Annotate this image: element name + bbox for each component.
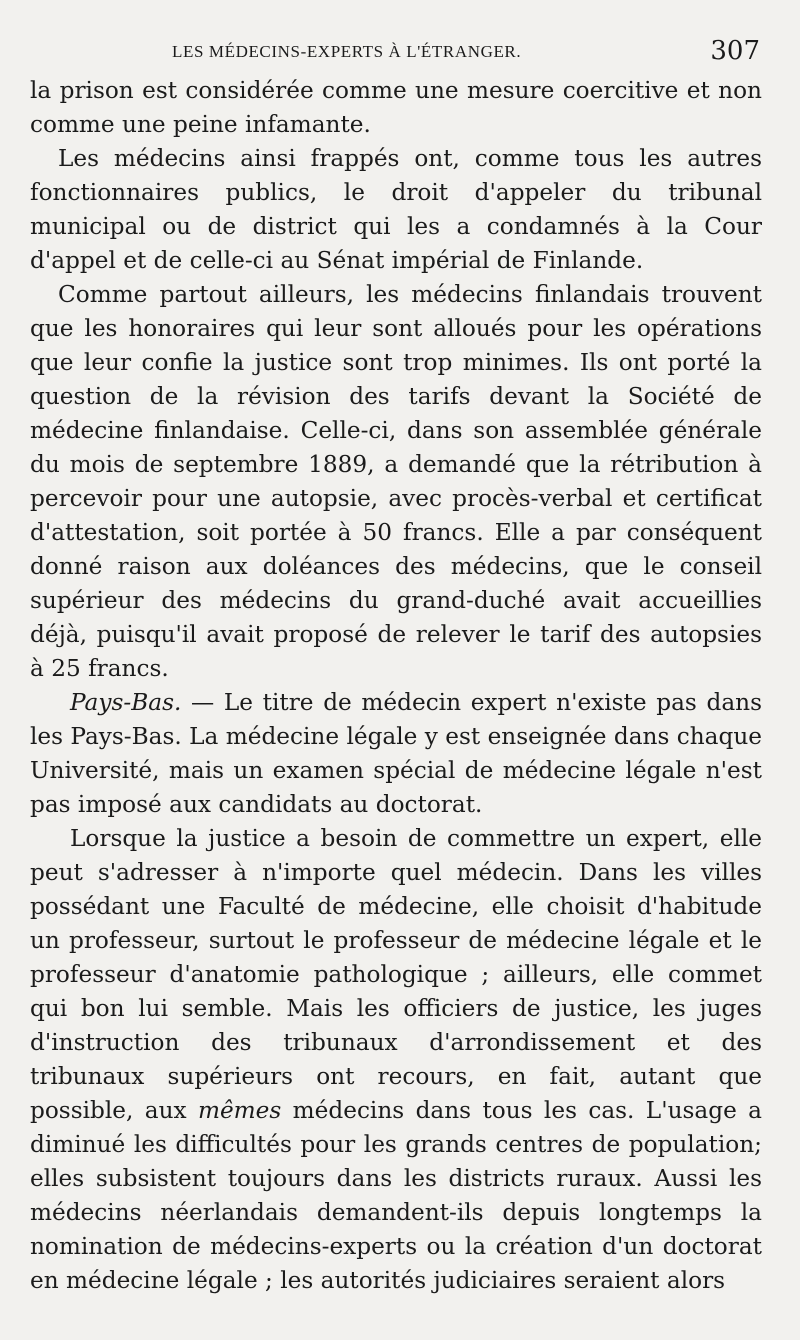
paragraph-4-text: — Le titre de médecin expert n'existe pas dans les Pays-Bas. La médecine légale y est enseignée dans chaque Université, mais un examen spécial de médecine légale n'est pas imposé aux candidats au doctorat. xyxy=(30,689,762,818)
section-title-pays-bas: Pays-Bas. xyxy=(70,689,182,716)
paragraph-5-text-before: Lorsque la justice a besoin de commettre un expert, elle peut s'adresser à n'importe quel médecin. Dans les villes possédant une Faculté de médecine, elle choisit d'habitude un professeur, surtout le professeur de médecine légale et le professeur d'anatomie pathologique ; ailleurs, elle commet qui bon lui semble. Mais les officiers de justice, les juges d'instruction des tribunaux d'arrondissement et des tribunaux supérieurs ont recours, en fait, autant que possible, aux xyxy=(30,825,762,1124)
paragraph-2: Les médecins ainsi frappés ont, comme tous les autres fonctionnaires publics, le droit d'appeler du tribunal municipal ou de district qui les a condamnés à la Cour d'appel et de celle-ci au Sénat impérial de Finlande. xyxy=(30,145,762,274)
paragraph-5-text-after: médecins dans tous les cas. L'usage a diminué les difficultés pour les grands centres de population; elles subsistent toujours dans les districts ruraux. Aussi les médecins néerlandais demandent-ils depuis longtemps la nomination de médecins-experts ou la création d'un doctorat en médecine légale ; les autorités judiciaires seraient alors xyxy=(30,1097,762,1294)
paragraph-4 xyxy=(30,686,762,822)
body-text xyxy=(30,74,762,1298)
page-header xyxy=(30,34,762,74)
paragraph-3: Comme partout ailleurs, les médecins finlandais trouvent que les honoraires qui leur sont alloués pour les opérations que leur confie la justice sont trop minimes. Ils ont porté la question de la révision des tarifs devant la Société de médecine finlandaise. Celle-ci, dans son assemblée générale du mois de septembre 1889, a demandé que la rétribution à percevoir pour une autopsie, avec procès-verbal et certificat d'attestation, soit portée à 50 francs. Elle a par conséquent donné raison aux doléances des médecins, que le conseil supérieur des médecins du grand-duché avait accueillies déjà, puisqu'il avait proposé de relever le tarif des autopsies à 25 francs. xyxy=(30,281,762,682)
page-number: 307 xyxy=(710,36,760,66)
paragraph-5-italic-word: mêmes xyxy=(197,1097,282,1124)
paragraph-5 xyxy=(30,822,762,1298)
running-head: LES MÉDECINS-EXPERTS À L'ÉTRANGER. xyxy=(172,42,522,61)
paragraph-1: la prison est considérée comme une mesure coercitive et non comme une peine infamante. xyxy=(30,77,762,138)
